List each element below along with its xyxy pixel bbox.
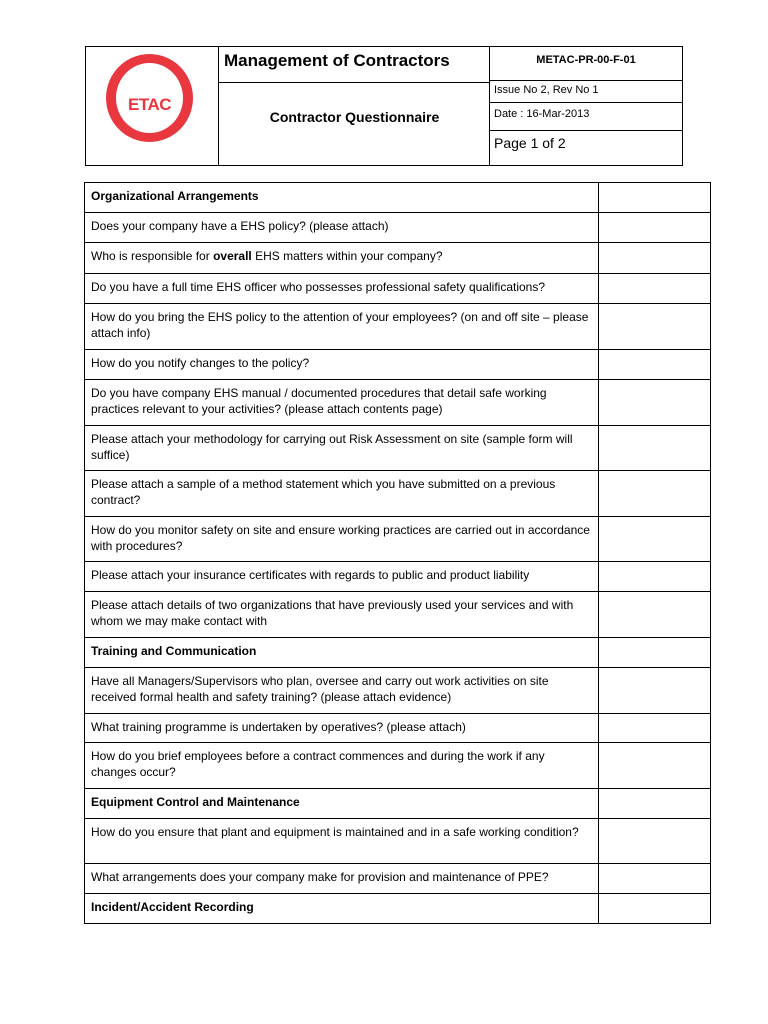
question-row xyxy=(85,864,711,894)
answer-cell[interactable] xyxy=(599,471,711,517)
page-number: Page 1 of 2 xyxy=(494,135,566,151)
question-row xyxy=(85,592,711,638)
question-text: Do you have a full time EHS officer who possesses professional safety qualifications? xyxy=(85,274,599,304)
question-text xyxy=(85,243,599,274)
question-text: How do you ensure that plant and equipment is maintained and in a safe working condition? xyxy=(85,819,599,864)
answer-cell[interactable] xyxy=(599,426,711,471)
answer-cell xyxy=(599,789,711,819)
issue-number: Issue No 2, Rev No 1 xyxy=(494,84,599,96)
answer-cell[interactable] xyxy=(599,592,711,638)
question-text-emphasis: overall xyxy=(213,249,252,263)
question-row xyxy=(85,471,711,517)
answer-cell[interactable] xyxy=(599,304,711,350)
questionnaire-table xyxy=(84,182,711,924)
answer-cell[interactable] xyxy=(599,714,711,743)
question-row xyxy=(85,426,711,471)
question-text: How do you bring the EHS policy to the attention of your employees? (on and off site – please attach info) xyxy=(85,304,599,350)
logo-text: ETAC xyxy=(127,95,171,114)
question-text-part: Who is responsible for xyxy=(91,249,214,263)
issue-date: Date : 16-Mar-2013 xyxy=(494,108,590,120)
company-logo xyxy=(106,54,193,142)
section-header-row xyxy=(85,183,711,213)
question-row xyxy=(85,743,711,789)
meta-divider xyxy=(490,102,682,103)
section-header-row xyxy=(85,638,711,668)
section-title: Training and Communication xyxy=(85,638,599,668)
question-row xyxy=(85,668,711,714)
question-row xyxy=(85,274,711,304)
question-text: Please attach details of two organizations that have previously used your services and with whom we may make contact with xyxy=(85,592,599,638)
question-text-part: EHS matters within your company? xyxy=(251,249,443,263)
question-text: Do you have company EHS manual / documented procedures that detail safe working practices relevant to your activities? (please attach contents page) xyxy=(85,380,599,426)
document-code: METAC-PR-00-F-01 xyxy=(490,50,682,81)
question-row xyxy=(85,213,711,243)
question-row xyxy=(85,562,711,592)
question-text: How do you notify changes to the policy? xyxy=(85,350,599,380)
section-header-row xyxy=(85,789,711,819)
title-cell xyxy=(219,47,490,165)
question-text: Have all Managers/Supervisors who plan, oversee and carry out work activities on site received formal health and safety training? (please attach evidence) xyxy=(85,668,599,714)
section-title: Organizational Arrangements xyxy=(85,183,599,213)
section-title: Incident/Accident Recording xyxy=(85,894,599,924)
question-text: Please attach a sample of a method statement which you have submitted on a previous contract? xyxy=(85,471,599,517)
answer-cell[interactable] xyxy=(599,517,711,562)
answer-cell[interactable] xyxy=(599,562,711,592)
question-text: How do you brief employees before a contract commences and during the work if any changes occur? xyxy=(85,743,599,789)
title-divider xyxy=(219,82,490,83)
document-title: Management of Contractors xyxy=(224,51,450,70)
question-row xyxy=(85,350,711,380)
answer-cell[interactable] xyxy=(599,243,711,274)
document-subtitle: Contractor Questionnaire xyxy=(269,109,440,125)
answer-cell[interactable] xyxy=(599,819,711,864)
section-header-row xyxy=(85,894,711,924)
answer-cell[interactable] xyxy=(599,743,711,789)
logo-cell xyxy=(86,47,219,165)
meta-cell xyxy=(490,47,682,165)
logo-inner-circle xyxy=(116,63,183,133)
question-row xyxy=(85,380,711,426)
section-title: Equipment Control and Maintenance xyxy=(85,789,599,819)
question-text: Does your company have a EHS policy? (please attach) xyxy=(85,213,599,243)
answer-cell[interactable] xyxy=(599,864,711,894)
questionnaire-body xyxy=(85,183,711,924)
question-row xyxy=(85,304,711,350)
question-text: What arrangements does your company make for provision and maintenance of PPE? xyxy=(85,864,599,894)
answer-cell[interactable] xyxy=(599,380,711,426)
answer-cell xyxy=(599,894,711,924)
question-row xyxy=(85,517,711,562)
question-text: How do you monitor safety on site and ensure working practices are carried out in accordance with procedures? xyxy=(85,517,599,562)
answer-cell[interactable] xyxy=(599,274,711,304)
meta-divider xyxy=(490,130,682,131)
answer-cell xyxy=(599,638,711,668)
answer-cell[interactable] xyxy=(599,668,711,714)
answer-cell[interactable] xyxy=(599,213,711,243)
question-row xyxy=(85,714,711,743)
question-text: Please attach your methodology for carrying out Risk Assessment on site (sample form will suffice) xyxy=(85,426,599,471)
question-text: Please attach your insurance certificates with regards to public and product liability xyxy=(85,562,599,592)
question-text: What training programme is undertaken by operatives? (please attach) xyxy=(85,714,599,743)
answer-cell xyxy=(599,183,711,213)
document-header xyxy=(85,46,683,166)
question-row xyxy=(85,243,711,274)
question-row xyxy=(85,819,711,864)
answer-cell[interactable] xyxy=(599,350,711,380)
